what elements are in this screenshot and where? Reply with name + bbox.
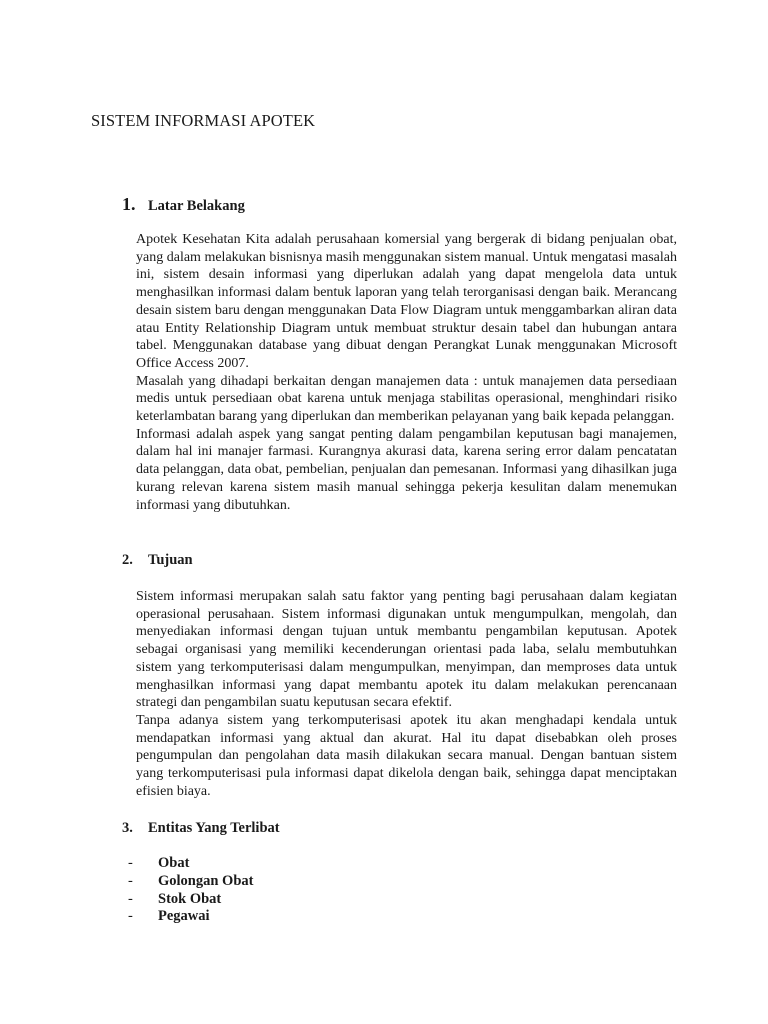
entity-list	[128, 855, 253, 926]
entity-label: Pegawai	[158, 908, 210, 925]
entity-label: Golongan Obat	[158, 872, 254, 889]
list-bullet: -	[128, 855, 133, 871]
section-number: 2.	[122, 552, 133, 568]
list-item	[128, 855, 253, 873]
list-item	[128, 891, 253, 909]
section-number: 3.	[122, 820, 133, 836]
paragraph: Sistem informasi merupakan salah satu faktor yang penting bagi perusahaan dalam kegiatan operasional perusahaan. Sistem informasi digunakan untuk mengumpulkan, mengolah, dan menyediakan informasi dengan tujuan untuk membantu pengambilan keputusan. Apotek sebagai organisasi yang memiliki kecenderungan orientasi pada laba, selalu membutuhkan sistem yang terkomputerisasi dalam mengumpulkan, menyimpan, dan memproses data untuk menghasilkan informasi yang dapat membantu apotek itu dalam melakukan perencanaan strategi dan pengambilan suatu keputusan secara efektif.	[136, 589, 677, 711]
paragraph: Tanpa adanya sistem yang terkomputerisasi apotek itu akan menghadapi kendala untuk mendapatkan informasi yang aktual dan akurat. Hal itu dapat disebabkan oleh proses pengumpulan dan pengolahan data masih dilakukan secara manual. Dengan bantuan sistem yang terkomputerisasi pula informasi dapat dikelola dengan baik, sehingga dapat menciptakan efisien biaya.	[136, 712, 677, 799]
list-bullet: -	[128, 872, 133, 889]
section-number: 1.	[122, 194, 136, 214]
entity-label: Obat	[158, 855, 190, 871]
list-item	[128, 908, 253, 926]
paragraph: Masalah yang dihadapi berkaitan dengan manajemen data : untuk manajemen data persediaan medis untuk persediaan obat karena untuk menjaga stabilitas operasional, menghindari risiko keterlambatan barang yang diperlukan dan memberikan pelayanan yang baik kepada pelanggan.	[136, 373, 677, 425]
paragraph: Apotek Kesehatan Kita adalah perusahaan komersial yang bergerak di bidang penjualan obat, yang dalam melakukan bisnisnya masih menggunakan sistem manual. Untuk mengatasi masalah ini, sistem desain informasi yang diperlukan adalah yang dapat mengelola data untuk menghasilkan informasi dalam bentuk laporan yang telah terorganisasi dengan baik. Merancang desain sistem baru dengan menggunakan Data Flow Diagram untuk menggambarkan aliran data atau Entity Relationship Diagram untuk membuat struktur desain tabel dan hubungan antara tabel. Menggunakan database yang dibuat dengan Perangkat Lunak menggunakan Microsoft Office Access 2007.	[136, 232, 677, 371]
paragraph: Informasi adalah aspek yang sangat penting dalam pengambilan keputusan bagi manajemen, dalam hal ini manajer farmasi. Kurangnya akurasi data, karena sering error dalam pencatatan data pelanggan, data obat, pembelian, penjualan dan pemesanan. Informasi yang dihasilkan juga kurang relevan karena sistem masih manual sehingga pekerja kesulitan dalam menemukan informasi yang dibutuhkan.	[136, 426, 677, 513]
section-title: Latar Belakang	[148, 198, 245, 214]
section-body-tujuan	[136, 588, 677, 800]
list-bullet: -	[128, 890, 133, 907]
entity-label: Stok Obat	[158, 890, 222, 907]
section-title: Entitas Yang Terlibat	[148, 820, 280, 836]
section-heading-entitas	[122, 820, 280, 837]
section-heading-tujuan	[122, 552, 193, 569]
section-title: Tujuan	[148, 552, 193, 568]
list-item	[128, 873, 253, 891]
document-title: SISTEM INFORMASI APOTEK	[91, 111, 316, 130]
list-bullet: -	[128, 908, 133, 925]
section-heading-latar-belakang	[122, 194, 245, 215]
section-body-latar-belakang	[136, 231, 677, 514]
